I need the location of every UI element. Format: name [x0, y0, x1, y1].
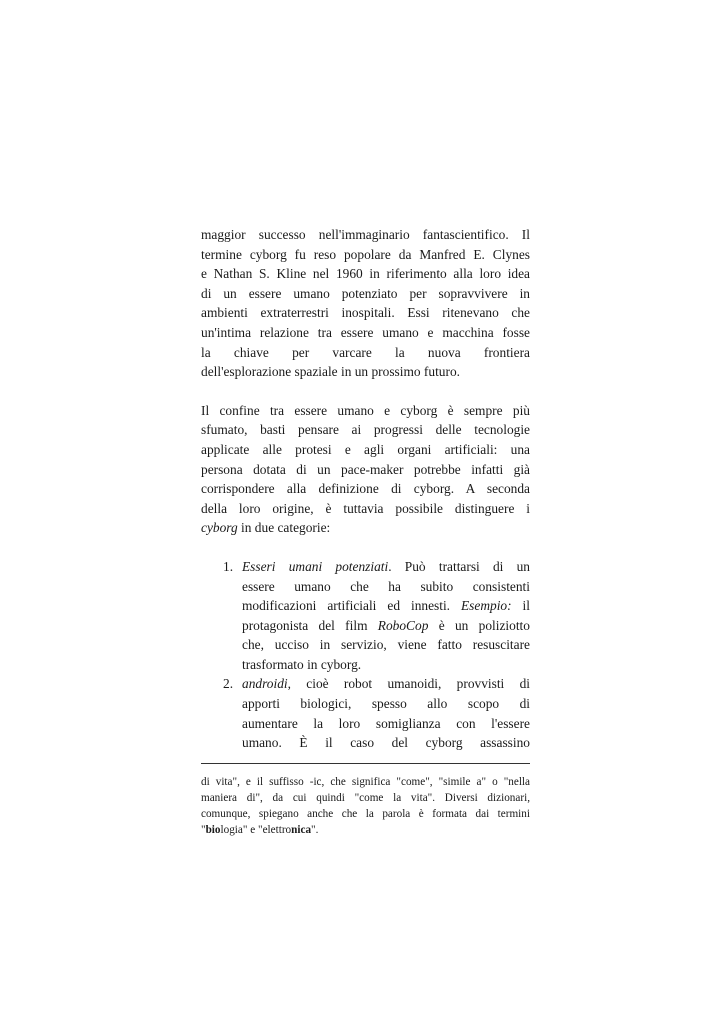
list-number: 1.: [223, 558, 234, 574]
footnote-line: [201, 822, 530, 838]
text-run: protagonista del film: [242, 617, 378, 633]
italic-term: RoboCop: [377, 617, 429, 633]
paragraph-1: [201, 225, 530, 382]
footnote-line: maniera di", da cui quindi "come la vita". Diversi dizionari,: [201, 791, 530, 804]
footnote-line: comunque, spiegano anche che la parola è formata dai termini: [201, 807, 530, 820]
text-line: [242, 616, 530, 636]
text-line: dell'esplorazione spaziale in un prossimo futuro.: [201, 364, 460, 380]
bold-term: bio: [205, 823, 221, 836]
text-line: [242, 596, 530, 616]
text-line: la chiave per varcare la nuova frontiera: [201, 344, 530, 360]
text-line: applicate alle protesi e agli organi artificiali: una: [201, 441, 530, 457]
list-item: [201, 557, 530, 675]
text-line: maggior successo nell'immaginario fantascientifico. Il: [201, 227, 530, 242]
text-line: persona dotata di un pace-maker potrebbe infatti già: [201, 461, 530, 477]
paragraph-2: [201, 401, 530, 538]
text-run: , cioè robot umanoidi, provvisti di: [287, 676, 530, 692]
paragraph-gap: [201, 382, 530, 401]
italic-term: androidi: [242, 676, 288, 692]
text-run: è un poliziotto: [428, 617, 530, 633]
text-column: [201, 225, 530, 838]
text-run: logia" e "elettro: [220, 823, 292, 836]
text-line: che, ucciso in servizio, viene fatto resuscitare: [242, 637, 530, 653]
list-item: [201, 674, 530, 752]
paragraph-gap: [201, 538, 530, 557]
text-line: essere umano che ha subito consistenti: [242, 578, 530, 594]
text-line: [242, 674, 530, 694]
text-run: modificazioni artificiali ed innesti.: [242, 598, 461, 614]
text-line: di un essere umano potenziato per sopravvivere in: [201, 285, 530, 301]
text-line: della loro origine, è tuttavia possibile distinguere i: [201, 500, 530, 516]
text-line: ambienti extraterrestri inospitali. Essi ritenevano che: [201, 305, 530, 321]
text-run: ".: [311, 823, 319, 836]
italic-term: Esempio:: [461, 598, 512, 614]
footnote-separator: [201, 763, 530, 764]
text-run: in due categorie:: [237, 520, 331, 536]
italic-term: Esseri umani potenziati: [242, 558, 389, 574]
text-line: trasformato in cyborg.: [242, 656, 362, 672]
text-run: ": [201, 823, 206, 836]
text-run: . Può trattarsi di un: [388, 558, 530, 574]
text-line: Il confine tra essere umano e cyborg è sempre più: [201, 402, 530, 418]
footnote-line: di vita", e il suffisso -ic, che significa "come", "simile a" o "nella: [201, 775, 530, 788]
text-run: il: [511, 598, 530, 614]
footnote: [201, 774, 530, 838]
text-line: umano. È il caso del cyborg assassino: [242, 735, 530, 751]
text-line: aumentare la loro somiglianza con l'essere: [242, 715, 530, 731]
text-line: corrispondere alla definizione di cyborg. A seconda: [201, 481, 530, 497]
text-line: [242, 557, 530, 577]
text-line: e Nathan S. Kline nel 1960 in riferimento alla loro idea: [201, 266, 530, 282]
text-line: sfumato, basti pensare ai progressi delle tecnologie: [201, 422, 530, 438]
text-line: apporti biologici, spesso allo scopo di: [242, 696, 530, 712]
bold-term: nica: [291, 823, 312, 836]
italic-term: cyborg: [201, 520, 238, 536]
text-line: un'intima relazione tra essere umano e macchina fosse: [201, 324, 530, 340]
category-list: [201, 557, 530, 753]
text-line: termine cyborg fu reso popolare da Manfred E. Clynes: [201, 246, 530, 262]
text-line: [201, 518, 530, 538]
list-number: 2.: [223, 676, 234, 692]
